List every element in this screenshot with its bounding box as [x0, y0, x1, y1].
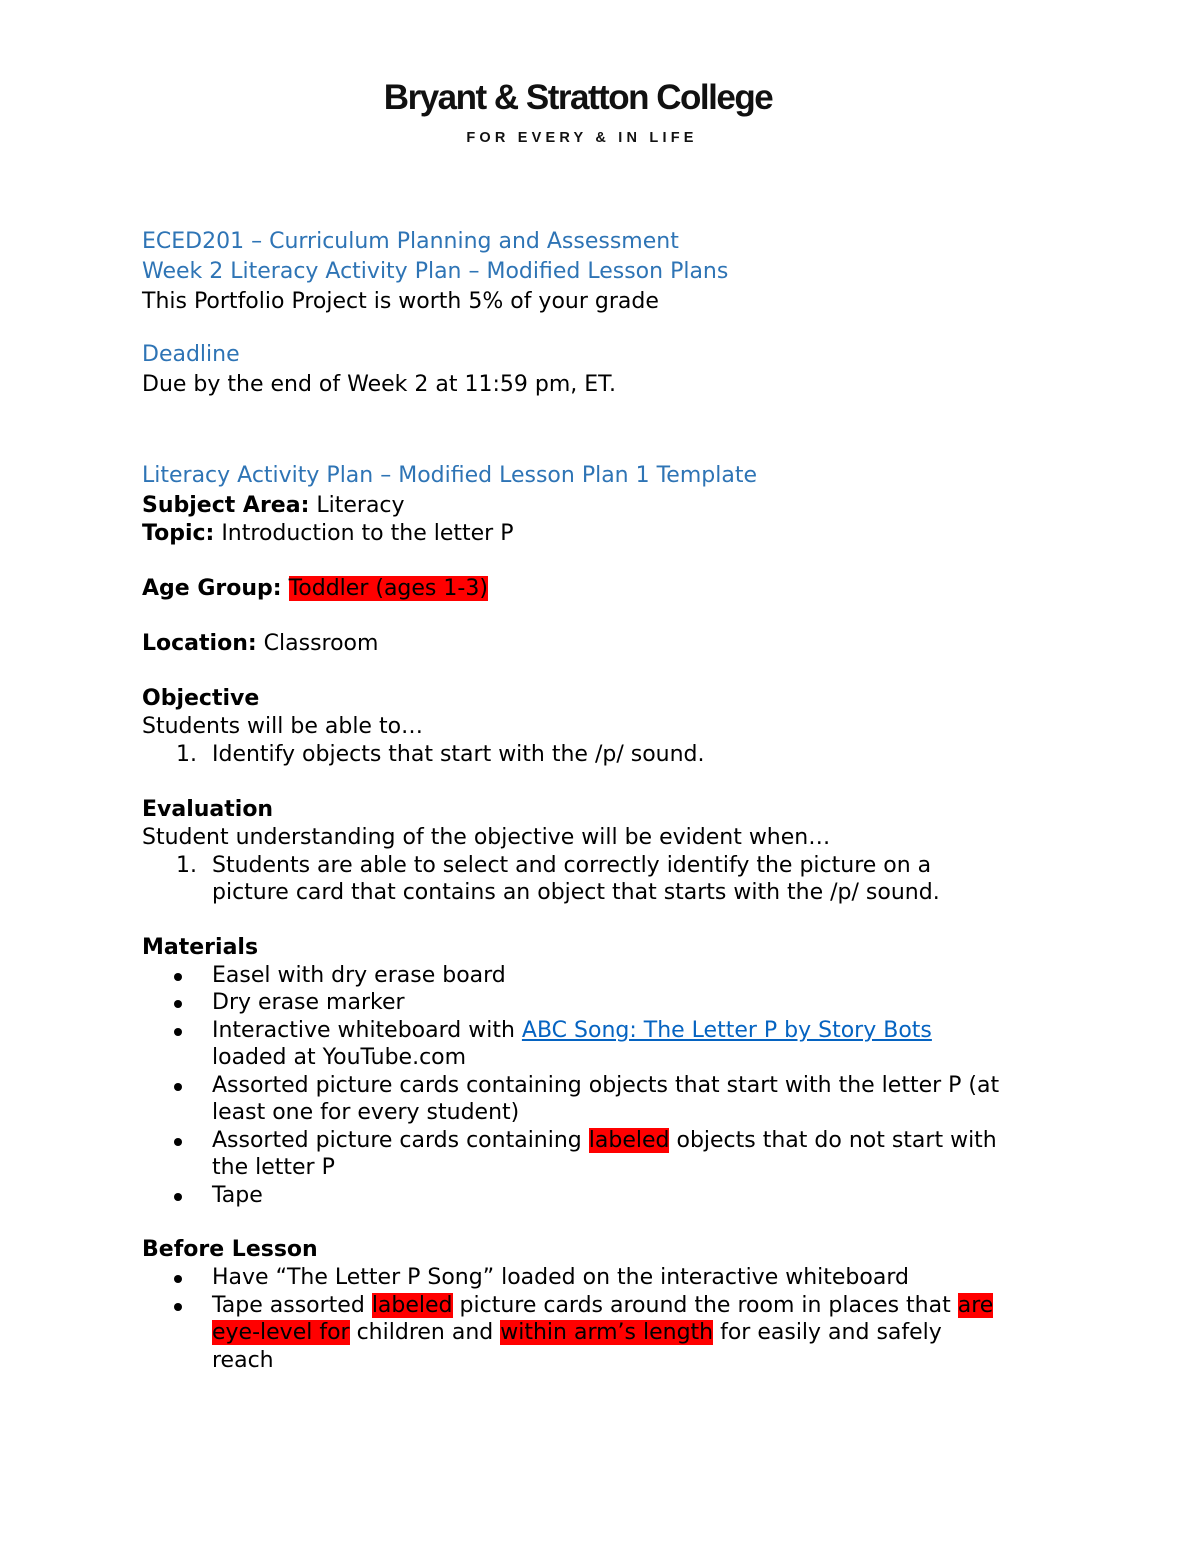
- list-item: Tape: [142, 1182, 1072, 1210]
- objective-list: [142, 741, 1072, 769]
- abc-song-link[interactable]: ABC Song: The Letter P by Story Bots: [521, 1017, 932, 1043]
- logo-name: Bryant & Stratton College: [383, 78, 773, 117]
- deadline-heading: Deadline: [142, 342, 240, 367]
- subject-area-value: Literacy: [309, 493, 405, 518]
- grade-weight-text: This Portfolio Project is worth 5% of your grade: [142, 289, 659, 314]
- bullet-icon: [174, 1083, 182, 1091]
- deadline-text: Due by the end of Week 2 at 11:59 pm, ET.: [142, 372, 616, 397]
- bullet-icon: [174, 1028, 182, 1036]
- highlighted-text: within arm’s length: [500, 1320, 714, 1345]
- evaluation-list: [142, 852, 1072, 907]
- subject-area-field: [142, 492, 1072, 520]
- highlighted-text: labeled: [371, 1292, 453, 1318]
- bullet-icon: [174, 1138, 182, 1146]
- age-group-field: [142, 575, 1072, 603]
- age-group-label: Age Group:: [142, 576, 282, 601]
- list-item: Dry erase marker: [142, 989, 1072, 1017]
- evaluation-intro: Student understanding of the objective will be evident when…: [142, 824, 831, 850]
- bullet-icon: [174, 1275, 182, 1283]
- objective-heading: Objective: [142, 686, 260, 711]
- bullet-icon: [174, 973, 182, 981]
- location-label: Location:: [142, 631, 257, 656]
- college-logo: [0, 78, 1200, 146]
- list-item: 1. Identify objects that start with the /p/ sound.: [176, 742, 705, 767]
- list-number: 1.: [176, 852, 197, 878]
- template-title: Literacy Activity Plan – Modified Lesson Plan 1 Template: [142, 463, 757, 488]
- location-field: [142, 630, 1072, 658]
- evaluation-heading: Evaluation: [142, 796, 274, 822]
- objective-intro: Students will be able to…: [142, 714, 424, 739]
- materials-heading: Materials: [142, 934, 259, 960]
- location-value: Classroom: [256, 631, 379, 656]
- list-item: Assorted picture cards containing labeled objects that do not start with the letter P: [142, 1127, 1072, 1182]
- bullet-icon: [174, 1303, 182, 1311]
- highlighted-text: eye-level for: [212, 1320, 350, 1345]
- list-item: Interactive whiteboard with ABC Song: The Letter P by Story Bots loaded at YouTube.com: [142, 1017, 1072, 1072]
- logo-tagline: FOR EVERY & IN LIFE: [466, 130, 698, 146]
- list-item: 1. Students are able to select and correctly identify the picture on a picture card that contains an object that starts with the /p/ sound.: [176, 852, 940, 905]
- age-group-value: Toddler (ages 1-3): [288, 576, 488, 601]
- assignment-title: Week 2 Literacy Activity Plan – Modified Lesson Plans: [142, 259, 729, 284]
- topic-label: Topic:: [142, 521, 215, 546]
- list-item: Have “The Letter P Song” loaded on the interactive whiteboard: [142, 1264, 1072, 1292]
- document-body: [142, 228, 1072, 1374]
- highlighted-text: are: [957, 1292, 994, 1318]
- list-item: Easel with dry erase board: [142, 962, 1072, 990]
- list-item: Assorted picture cards containing objects that start with the letter P (at least one for every student): [142, 1072, 1072, 1127]
- highlighted-text: labeled: [588, 1127, 670, 1153]
- topic-field: [142, 520, 1072, 548]
- materials-list: [142, 962, 1072, 1210]
- course-title: ECED201 – Curriculum Planning and Assessment: [142, 229, 679, 254]
- before-lesson-list: [142, 1264, 1072, 1374]
- subject-area-label: Subject Area:: [142, 493, 310, 518]
- bullet-icon: [174, 1193, 182, 1201]
- bullet-icon: [174, 1000, 182, 1008]
- before-lesson-heading: Before Lesson: [142, 1237, 318, 1262]
- list-item: Tape assorted labeled picture cards around the room in places that are eye-level for children and within arm’s length for easily and safely reach: [142, 1292, 1072, 1375]
- list-number: 1.: [176, 742, 197, 767]
- topic-value: Introduction to the letter P: [214, 521, 514, 546]
